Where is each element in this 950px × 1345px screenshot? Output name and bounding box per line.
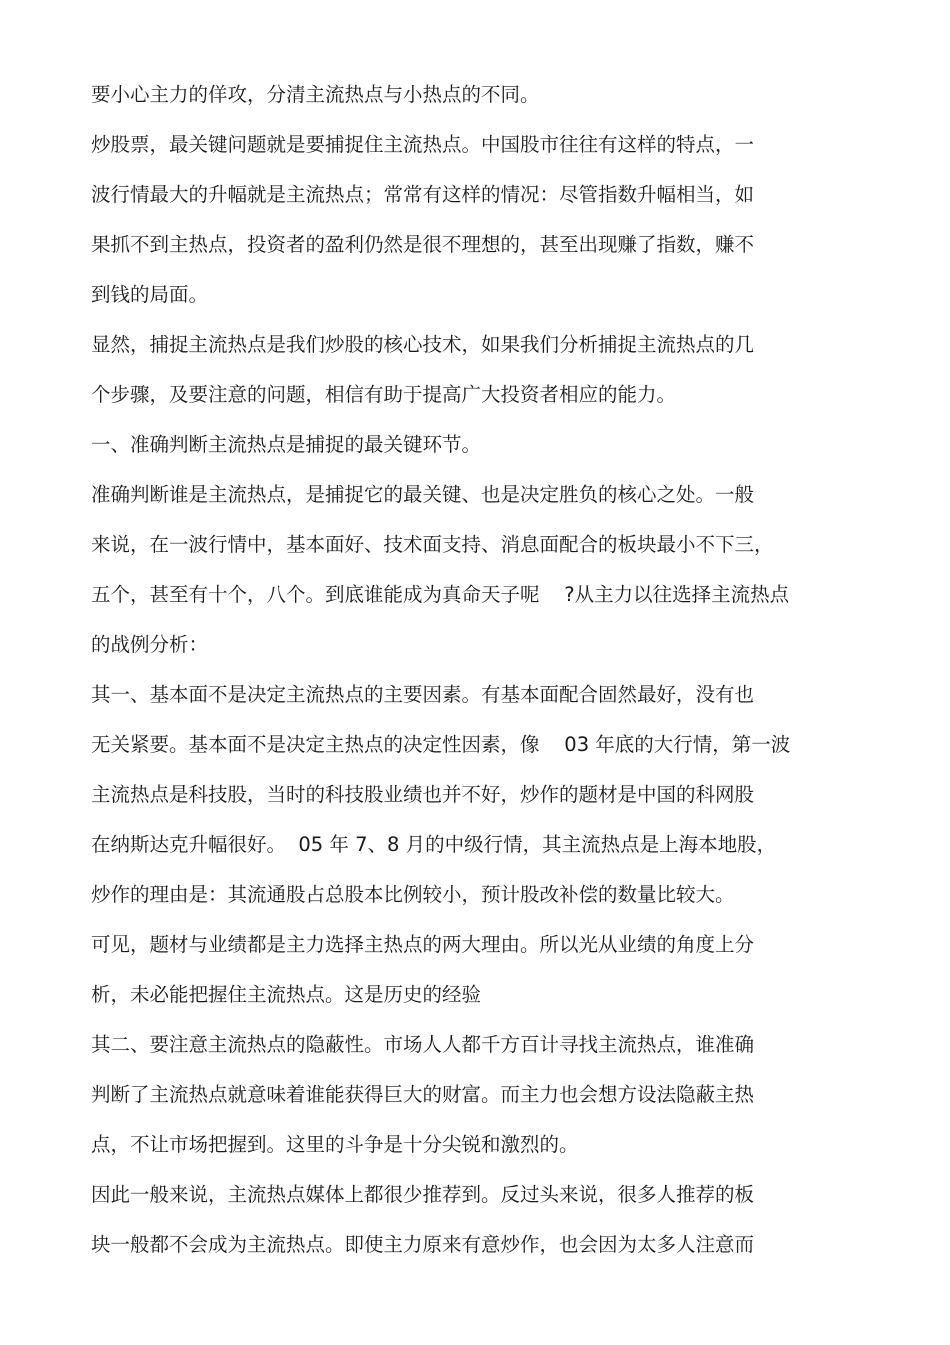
text-line: 可见，题材与业绩都是主力选择主热点的两大理由。所以光从业绩的角度上分 [91,933,755,956]
text-line: 其二、要注意主流热点的隐蔽性。市场人人都千方百计寻找主流热点，谁准确 [91,1033,755,1056]
text-line: 到钱的局面。 [91,283,209,306]
text-line: 的战例分析： [91,633,209,656]
section-heading: 一、准确判断主流热点是捕捉的最关键环节。 [91,433,482,456]
text-line: 来说，在一波行情中，基本面好、技术面支持、消息面配合的板块最小不下三， [91,533,774,556]
text-line: 块一般都不会成为主流热点。即使主力原来有意炒作，也会因为太多人注意而 [91,1233,755,1256]
text-line: 要小心主力的佯攻，分清主流热点与小热点的不同。 [91,83,540,106]
text-line: 显然，捕捉主流热点是我们炒股的核心技术，如果我们分析捕捉主流热点的几 [91,333,755,356]
document-body [91,77,871,1277]
text-line: 个步骤，及要注意的问题，相信有助于提高广大投资者相应的能力。 [91,383,677,406]
text-line: 炒作的理由是：其流通股占总股本比例较小，预计股改补偿的数量比较大。 [91,883,735,906]
text-line: 析，未必能把握住主流热点。这是历史的经验 [91,983,482,1006]
text-line: 准确判断谁是主流热点，是捕捉它的最关键、也是决定胜负的核心之处。一般 [91,483,755,506]
text-line: 在纳斯达克升幅很好。 05 年 7、8 月的中级行情，其主流热点是上海本地股， [91,833,777,856]
text-line: 其一、基本面不是决定主流热点的主要因素。有基本面配合固然最好，没有也 [91,683,755,706]
text-line: 主流热点是科技股，当时的科技股业绩也并不好，炒作的题材是中国的科网股 [91,783,755,806]
text-line: 无关紧要。基本面不是决定主热点的决定性因素，像 03 年底的大行情，第一波 [91,733,791,756]
text-line: 五个，甚至有十个，八个。到底谁能成为真命天子呢 ?从主力以往选择主流热点 [91,583,790,606]
text-line: 炒股票，最关键问题就是要捕捉住主流热点。中国股市往往有这样的特点，一 [91,133,755,156]
text-line: 点，不让市场把握到。这里的斗争是十分尖锐和激烈的。 [91,1133,579,1156]
text-line: 判断了主流热点就意味着谁能获得巨大的财富。而主力也会想方设法隐蔽主热 [91,1083,755,1106]
text-line: 果抓不到主热点，投资者的盈利仍然是很不理想的，甚至出现赚了指数，赚不 [91,233,755,256]
text-line: 因此一般来说，主流热点媒体上都很少推荐到。反过头来说，很多人推荐的板 [91,1183,755,1206]
text-line: 波行情最大的升幅就是主流热点；常常有这样的情况：尽管指数升幅相当，如 [91,183,755,206]
